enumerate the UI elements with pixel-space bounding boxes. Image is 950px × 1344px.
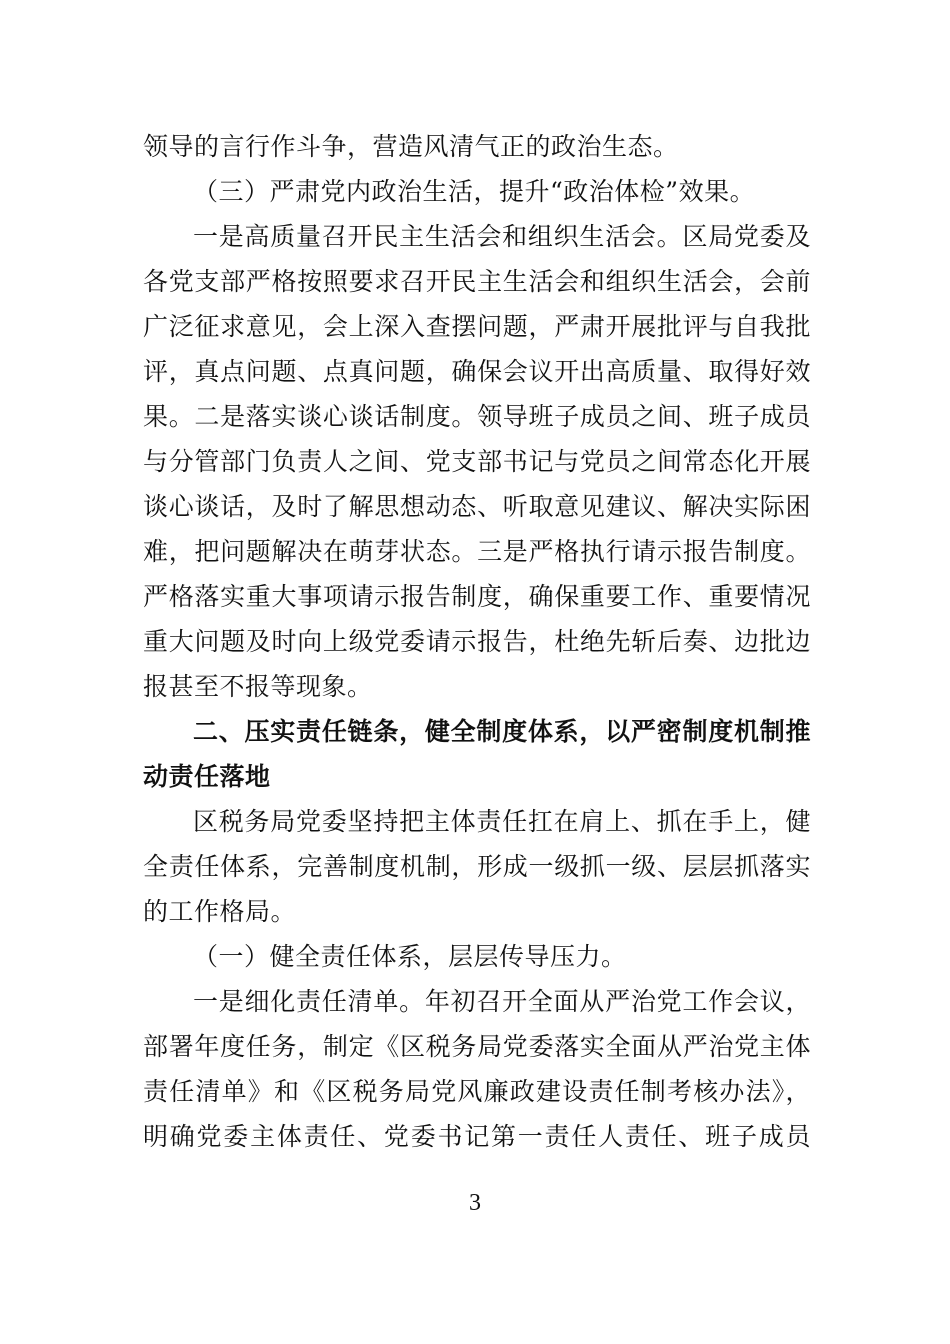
body-line: 难，把问题解决在萌芽状态。三是严格执行请示报告制度。 <box>143 537 811 566</box>
section-heading-2-cont: 动责任落地 <box>143 762 271 791</box>
body-line: 区税务局党委坚持把主体责任扛在肩上、抓在手上，健 <box>193 807 811 836</box>
body-line: 明确党委主体责任、党委书记第一责任人责任、班子成员 <box>143 1122 811 1151</box>
body-line: 重大问题及时向上级党委请示报告，杜绝先斩后奏、边批边 <box>143 627 811 656</box>
body-line: 一是高质量召开民主生活会和组织生活会。区局党委及 <box>193 222 811 251</box>
body-line: 报甚至不报等现象。 <box>143 672 373 701</box>
body-line: 果。二是落实谈心谈话制度。领导班子成员之间、班子成员 <box>143 402 811 431</box>
body-line: 谈心谈话，及时了解思想动态、听取意见建议、解决实际困 <box>143 492 811 521</box>
page-number: 3 <box>469 1190 481 1216</box>
body-line: 评，真点问题、点真问题，确保会议开出高质量、取得好效 <box>143 357 811 386</box>
subheading-3: （三）严肃党内政治生活，提升“政治体检”效果。 <box>193 177 756 206</box>
body-line: 领导的言行作斗争，营造风清气正的政治生态。 <box>143 132 679 161</box>
body-line: 各党支部严格按照要求召开民主生活会和组织生活会，会前 <box>143 267 811 296</box>
body-line: 广泛征求意见，会上深入查摆问题，严肃开展批评与自我批 <box>143 312 811 341</box>
subheading-1: （一）健全责任体系，层层传导压力。 <box>193 942 627 971</box>
body-line: 部署年度任务，制定《区税务局党委落实全面从严治党主体 <box>143 1032 811 1061</box>
section-heading-2: 二、压实责任链条，健全制度体系，以严密制度机制推 <box>193 717 811 746</box>
body-line: 与分管部门负责人之间、党支部书记与党员之间常态化开展 <box>143 447 811 476</box>
body-line: 的工作格局。 <box>143 897 297 926</box>
body-line: 严格落实重大事项请示报告制度，确保重要工作、重要情况 <box>143 582 811 611</box>
body-line: 全责任体系，完善制度机制，形成一级抓一级、层层抓落实 <box>143 852 811 881</box>
body-line: 一是细化责任清单。年初召开全面从严治党工作会议， <box>193 987 811 1016</box>
body-line: 责任清单》和《区税务局党风廉政建设责任制考核办法》， <box>143 1077 811 1106</box>
